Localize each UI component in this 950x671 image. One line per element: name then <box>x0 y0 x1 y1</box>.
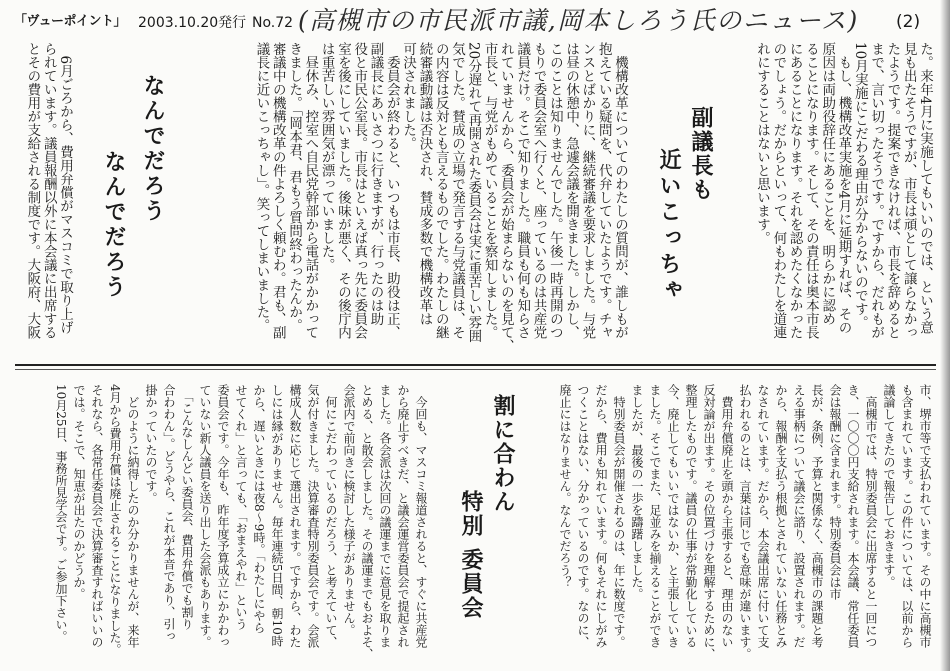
text-column: 気でした。賛成の立場で発言する与党議員は、そ <box>449 42 466 339</box>
headline-committee-special: 特別 <box>458 490 483 538</box>
text-column: きました。「岡本君、君もう質問終わったんか。 <box>286 42 303 333</box>
text-column: 機構改革についてのわたしの質問が、誰しもが <box>612 42 628 339</box>
text-column: 反対論が出ます。その位置づけを理解するために、 <box>702 384 716 660</box>
scan-edge-shadow <box>940 0 950 671</box>
text-column: だから、費用も知れています。何もそれにしがみ <box>594 384 608 648</box>
text-column: 構成人数に応じて選出されます。ですから、わた <box>288 384 302 648</box>
page-number: (2) <box>896 12 921 32</box>
text-column: 高槻市では、特別委員会に出席すると一回につ <box>864 384 878 648</box>
text-column: 廃止にはなりません。なんでだろう？ <box>558 384 572 588</box>
text-column: のでしょう。だからといって、何もわたしを道連 <box>770 42 787 339</box>
text-column: もし、機構改革実施を4月に延期すれば、その <box>835 42 852 335</box>
headline-committee-line1: 割に合わん <box>490 394 515 514</box>
text-column: 10月25日、事務所見学会です。ご参加下さい。 <box>54 384 68 643</box>
text-column: ましたが、最後の一歩を躊躇しました。 <box>630 384 644 600</box>
text-column: 掛かっていたのです。 <box>144 384 158 504</box>
text-column: ました。各会派は次回の議運までに意見を取りま <box>378 384 392 648</box>
text-column: 何にこだわっているのだろう、と考えていて、 <box>324 384 338 648</box>
text-column: 抱えている疑問を、代弁していたようです。チャ <box>595 42 612 339</box>
text-column: ることになります。そして、その責任は奥本市長 <box>802 42 819 339</box>
text-column: では。そこで、知恵が出たのかどうか。 <box>72 384 86 600</box>
text-column: 委員会が終わると、いつもは市長、助役は正、 <box>383 42 400 339</box>
headline-vice-chair-line1: 副議長も <box>688 106 713 202</box>
text-column: から、報酬を支払う根拠とされていない任務とみ <box>774 384 788 648</box>
text-column: 会派内で前向きに検討した様子がありません。 <box>342 384 356 636</box>
text-column: れていませんから、委員会が始まらないのを見て、 <box>497 42 514 353</box>
text-column: 長が、条例、予算と関係なく、高槻市の課題と考 <box>810 384 824 648</box>
text-column: ンスとばかりに、継続審議を要求しました。与党 <box>579 42 596 339</box>
text-column: それなら、各常任委員会で決算審査すればいいの <box>90 384 104 648</box>
text-column: から、遅いときには夜8〜9時。「わたしにやら <box>252 384 266 634</box>
section-divider <box>15 364 936 370</box>
text-column: まで、言い切ったそうです。ですから、だれもが <box>868 42 885 339</box>
text-column: られています。議員報酬以外に本会議に出席する <box>40 42 57 339</box>
special-committee-article-body <box>52 384 430 660</box>
continued-article-bottom <box>556 384 934 660</box>
text-column: 気が付きました。決算審査特別委員会です。会派 <box>306 384 320 648</box>
text-column: 原因は両助役辞任にあることを、明らかに認め <box>819 42 836 326</box>
text-column: 「こんなしんどい委員会、費用弁償でも割り <box>180 384 194 630</box>
text-column: た。来年4月に実施してもいいのでは、という意 <box>917 42 933 335</box>
text-column: たようです。提案できなければ、市長を辞めると <box>884 42 901 339</box>
text-column: 副議長にあいさつに行きますが、行ったのは助 <box>367 42 384 326</box>
text-column: れにすることはないと思います。 <box>754 42 771 245</box>
text-column: 6月ごろから、費用弁償がマスコミで取り上げ <box>57 42 73 335</box>
text-column: 室を後にしていました。後味が悪く、その後庁内 <box>334 42 351 339</box>
continued-article-top <box>754 42 933 339</box>
text-column: 見も出たそうですが、市長は頑として譲らなかっ <box>900 42 917 339</box>
text-column: せてくれ」と言っても、「おまえやれ」という <box>234 384 248 630</box>
text-column: 続審議動議は否決され、賛成多数で機構改革は <box>416 42 433 326</box>
text-column: とその費用が支給される制度です。大阪府、大阪 <box>24 42 41 339</box>
text-column: 会は報酬に含まれます。特別委員会は市 <box>828 384 842 600</box>
text-column: どのように納得したのか分かりませんが、来年 <box>126 384 140 648</box>
text-column: 審議中の機構改革の件よろしく頼むわ。君も、副 <box>269 42 286 339</box>
headline-committee-committee: 委員会 <box>458 548 483 620</box>
text-column: える事柄について議会に諮り、設置されます。だ <box>792 384 806 648</box>
text-column: このことは知りませんでした。午後一時再開のつ <box>546 42 563 339</box>
text-column: 役と市民公室長。市長はといえば真っ先に委員会 <box>351 42 368 339</box>
text-column: き、一〇〇〇円支給されます。本会議、常任委員 <box>846 384 860 648</box>
text-column: 費用弁償廃止を頭から主張すると、理由のない <box>720 384 734 648</box>
text-column: なされています。だから、本会議出席に付いて支 <box>756 384 770 648</box>
text-column: も含まれています。この件については、以前から <box>900 384 914 648</box>
issue-number: No.72 <box>252 15 294 31</box>
text-column: 今回も、マスコミ報道されると、すぐに共産党 <box>414 384 428 648</box>
text-column: つくことはない、分かっているのです。なのに、 <box>576 384 590 648</box>
headline-committee-line2 <box>455 490 485 620</box>
text-column: から廃止すべきだ、と議会運営委員会で提起され <box>396 384 410 648</box>
headline-why-line1: なんでだろう <box>140 74 165 224</box>
headline-why-line2: なんでだろう <box>101 150 126 300</box>
vice-chair-article-body <box>253 42 628 353</box>
text-column: 昼休み、控室へ自民党幹部から電話がかかって <box>302 42 319 339</box>
text-column: は重苦しい雰囲気が漂っていました。 <box>318 42 335 272</box>
text-column: 整理したものです。議員の仕事が常勤化している <box>684 384 698 648</box>
text-column: 市、堺市等で支払われています。その中に高槻市 <box>918 384 932 648</box>
text-column: は昼の休憩中、急遽会議を開きました。しかし、 <box>563 42 580 339</box>
text-column: 議長に近いこっちゃし」。笑ってしまいました。 <box>253 42 270 333</box>
text-column: とめる、と散会しました。その議運までもおよそ、 <box>360 384 374 660</box>
text-column: 払われるのとは、言葉は同じでも意味が違います。 <box>738 384 752 660</box>
issue-date: 2003.10.20発行 <box>138 15 247 31</box>
text-column: ました。そこでまた、足並みを揃えることができ <box>648 384 662 648</box>
text-column: 20分遅れて再開された委員会は実に重苦しい雰囲 <box>465 42 482 343</box>
text-column: 市長と、与党がもめていることを察知しました。 <box>481 42 498 339</box>
text-column: 10月実施にこだわる理由が分からないのです。 <box>851 42 868 330</box>
text-column: 今、廃止してもいいではないか、と主張していき <box>666 384 680 648</box>
text-column: 議論してきたので報告しておきます。 <box>882 384 896 588</box>
newsletter-name: 「ヴューポイント」 <box>14 14 126 29</box>
headline-vice-chair-line2: 近いこっちゃ <box>656 148 681 304</box>
text-column: 可決されました。 <box>400 42 417 150</box>
text-column: もりで委員会室へ行くと、座っているのは共産党 <box>530 42 547 339</box>
text-column: ていない新人議員を送り出した会派もあります。 <box>198 384 212 648</box>
text-column: 特別委員会が開催されるのは、年に数度です。 <box>612 384 626 648</box>
text-column: 議員だけ。そこで知りました。職員も何も知らさ <box>514 42 531 339</box>
why-article-body <box>24 42 73 339</box>
text-column: 4月から費用弁償は廃止されることになりました。 <box>108 384 122 656</box>
text-column: の内容は反対とも言えるものでした。わたしの継 <box>432 42 449 339</box>
handwritten-subtitle: (高槻市の市民派市議,岡本しろう氏のニュース) <box>298 6 859 35</box>
text-column: 委員会です。今年も、昨年度予算成立にかかわっ <box>216 384 230 648</box>
text-column: 合わわん」。どうやら、これが本音であり、引っ <box>162 384 176 642</box>
text-column: にあることになります。それを認めたくなかった <box>786 42 803 339</box>
text-column: しには縁がありません。毎年連続5日間、朝10時 <box>270 384 284 647</box>
